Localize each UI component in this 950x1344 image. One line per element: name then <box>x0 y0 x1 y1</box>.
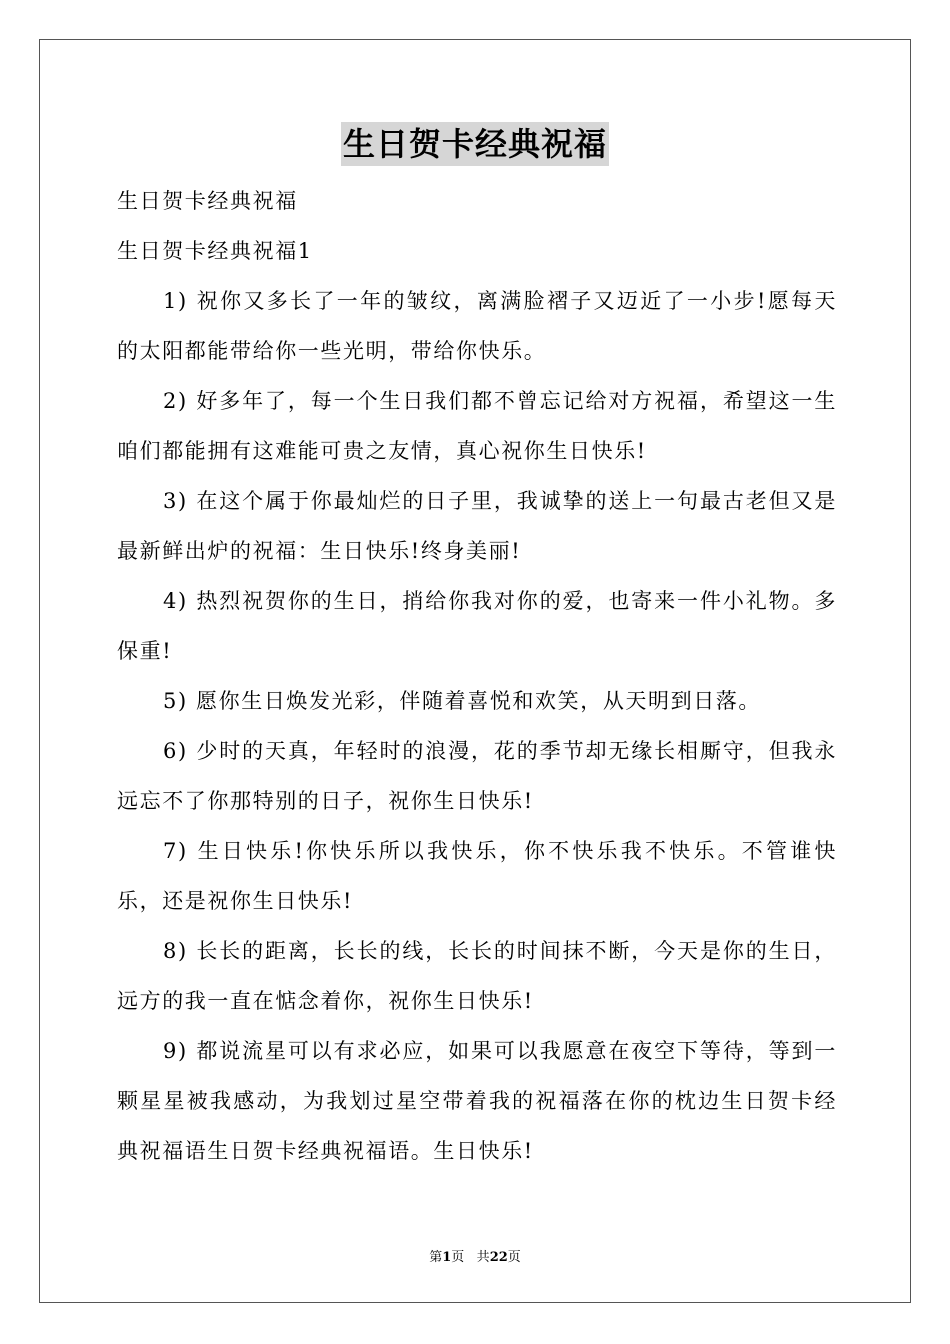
paragraph-5: 5) 愿你生日焕发光彩，伴随着喜悦和欢笑，从天明到日落。 <box>163 689 762 713</box>
paragraph-3: 3) 在这个属于你最灿烂的日子里，我诚挚的送上一句最古老但又是最新鲜出炉的祝福：生日快乐!终身美丽! <box>117 489 837 563</box>
document-subtitle: 生日贺卡经典祝福 <box>117 189 298 213</box>
page-footer <box>0 1246 950 1265</box>
total-pages: 22 <box>489 1250 508 1265</box>
paragraph-4: 4) 热烈祝贺你的生日，捎给你我对你的爱，也寄来一件小礼物。多保重! <box>117 589 837 663</box>
paragraph-6: 6) 少时的天真，年轻时的浪漫，花的季节却无缘长相厮守，但我永远忘不了你那特别的日子，祝你生日快乐! <box>117 739 837 813</box>
section-heading: 生日贺卡经典祝福1 <box>117 239 313 263</box>
total-label-suffix: 页 <box>507 1250 521 1265</box>
page-label-prefix: 第 <box>429 1250 443 1265</box>
paragraph-1: 1) 祝你又多长了一年的皱纹，离满脸褶子又迈近了一小步!愿每天的太阳都能带给你一些光明，带给你快乐。 <box>117 289 837 363</box>
document-title: 生日贺卡经典祝福 <box>341 122 609 166</box>
paragraph-2: 2) 好多年了，每一个生日我们都不曾忘记给对方祝福，希望这一生咱们都能拥有这难能可贵之友情，真心祝你生日快乐! <box>117 389 837 463</box>
document-body <box>117 176 837 1176</box>
title-container <box>0 122 950 166</box>
paragraph-8: 8) 长长的距离，长长的线，长长的时间抹不断，今天是你的生日，远方的我一直在惦念着你，祝你生日快乐! <box>117 939 837 1013</box>
page-label-suffix: 页 <box>451 1250 465 1265</box>
paragraph-7: 7) 生日快乐!你快乐所以我快乐，你不快乐我不快乐。不管谁快乐，还是祝你生日快乐! <box>117 839 837 913</box>
total-label-prefix: 共 <box>476 1250 490 1265</box>
paragraph-9: 9) 都说流星可以有求必应，如果可以我愿意在夜空下等待，等到一颗星星被我感动，为我划过星空带着我的祝福落在你的枕边生日贺卡经典祝福语生日贺卡经典祝福语。生日快乐! <box>117 1039 837 1163</box>
page-number: 1 <box>442 1250 452 1265</box>
